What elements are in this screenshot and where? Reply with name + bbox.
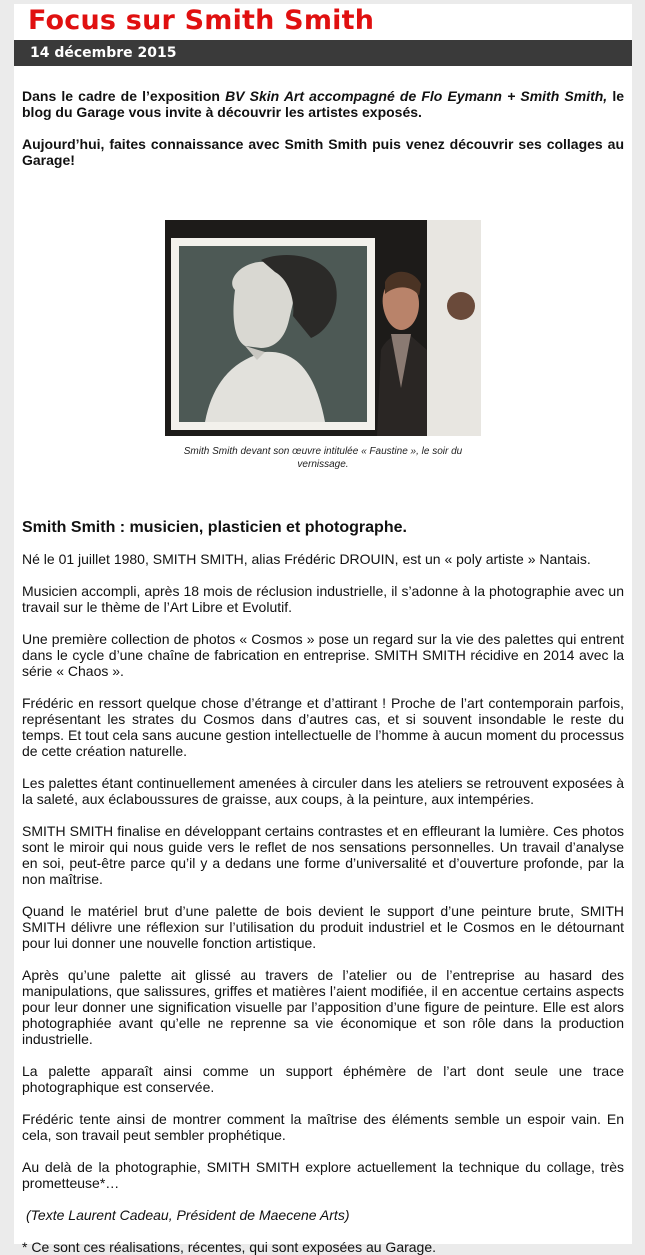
intro-text-end: le blog du Garage vous invite à découvrir les artistes exposés. (22, 88, 624, 120)
body-paragraph: Au delà de la photographie, SMITH SMITH explore actuellement la technique du collage, très prometteuse*… (22, 1159, 624, 1191)
artist-photo[interactable] (165, 220, 481, 436)
post-date: 14 décembre 2015 (14, 40, 632, 66)
body-paragraph: Après qu’une palette ait glissé au travers de l’atelier ou de l’entreprise au hasard des manipulations, que salissures, griffes et matières l’aient modifiée, il en accentue certains aspects pour leur donner une signification visuelle par l’apposition d’une figure de peinture. Elle est alors photographiée avant qu’elle ne reprenne sa vie économique et son rôle dans la production industrielle. (22, 967, 624, 1047)
photo-illustration (165, 220, 481, 436)
body-paragraph: Né le 01 juillet 1980, SMITH SMITH, alias Frédéric DROUIN, est un « poly artiste » Nantais. (22, 551, 591, 567)
blog-post (14, 4, 632, 1255)
exhibition-name: BV Skin Art accompagné de Flo Eymann + Smith Smith, (225, 88, 608, 104)
body-paragraph: Une première collection de photos « Cosmos » pose un regard sur la vie des palettes qui entrent dans le cycle d’une chaîne de fabrication en entreprise. SMITH SMITH récidive en 2014 avec la série « Chaos ». (22, 631, 624, 679)
photo-caption: Smith Smith devant son œuvre intitulée « Faustine », le soir du vernissage. (183, 446, 463, 470)
body-paragraph: La palette apparaît ainsi comme un support éphémère de l’art dont seule une trace photographique est conservée. (22, 1063, 624, 1095)
body-paragraph: Les palettes étant continuellement amenées à circuler dans les ateliers se retrouvent exposées à la saleté, aux éclaboussures de graisse, aux coups, à la peinture, aux intempéries. (22, 775, 624, 807)
figure (22, 220, 624, 471)
section-heading: Smith Smith : musicien, plasticien et photographe. (22, 519, 407, 536)
body-paragraph: Musicien accompli, après 18 mois de réclusion industrielle, il s’adonne à la photographie avec un travail sur le thème de l’Art Libre et Evolutif. (22, 583, 624, 615)
body-paragraph: Frédéric tente ainsi de montrer comment la maîtrise des éléments semble un espoir vain. En cela, son travail peut sembler prophétique. (22, 1111, 624, 1143)
intro-paragraph (22, 88, 624, 120)
intro-paragraph-2: Aujourd’hui, faites connaissance avec Smith Smith puis venez découvrir ses collages au Garage! (22, 136, 624, 168)
body-paragraph: Quand le matériel brut d’une palette de bois devient le support d’une peinture brute, SMITH SMITH délivre une réflexion sur l’utilisation du produit industriel et le Cosmos en le détournant pour lui donner une nouvelle fonction artistique. (22, 903, 624, 951)
text-credit: (Texte Laurent Cadeau, Président de Maecene Arts) (26, 1207, 350, 1223)
post-body (14, 66, 632, 1255)
intro-text: Dans le cadre de l’exposition (22, 88, 226, 104)
post-title[interactable]: Focus sur Smith Smith (28, 5, 375, 36)
body-paragraph: SMITH SMITH finalise en développant certains contrastes et en effleurant la lumière. Ces photos sont le miroir qui nous guide vers le reflet de nos sensations personnelles. Un travail d’analyse en soi, peut-être parce qu’il y a dedans une forme d’universalité et d’ouverture profonde, par la non maîtrise. (22, 823, 624, 887)
footnote: * Ce sont ces réalisations, récentes, qui sont exposées au Garage. (22, 1239, 437, 1255)
body-paragraph: Frédéric en ressort quelque chose d’étrange et d’attirant ! Proche de l’art contemporain parfois, représentant les strates du Cosmos dans d’autres cas, et si souvent insondable le reste du temps. Et tout cela sans aucune gestion intellectuelle de l’homme à aucun moment du processus de cette création naturelle. (22, 695, 624, 759)
